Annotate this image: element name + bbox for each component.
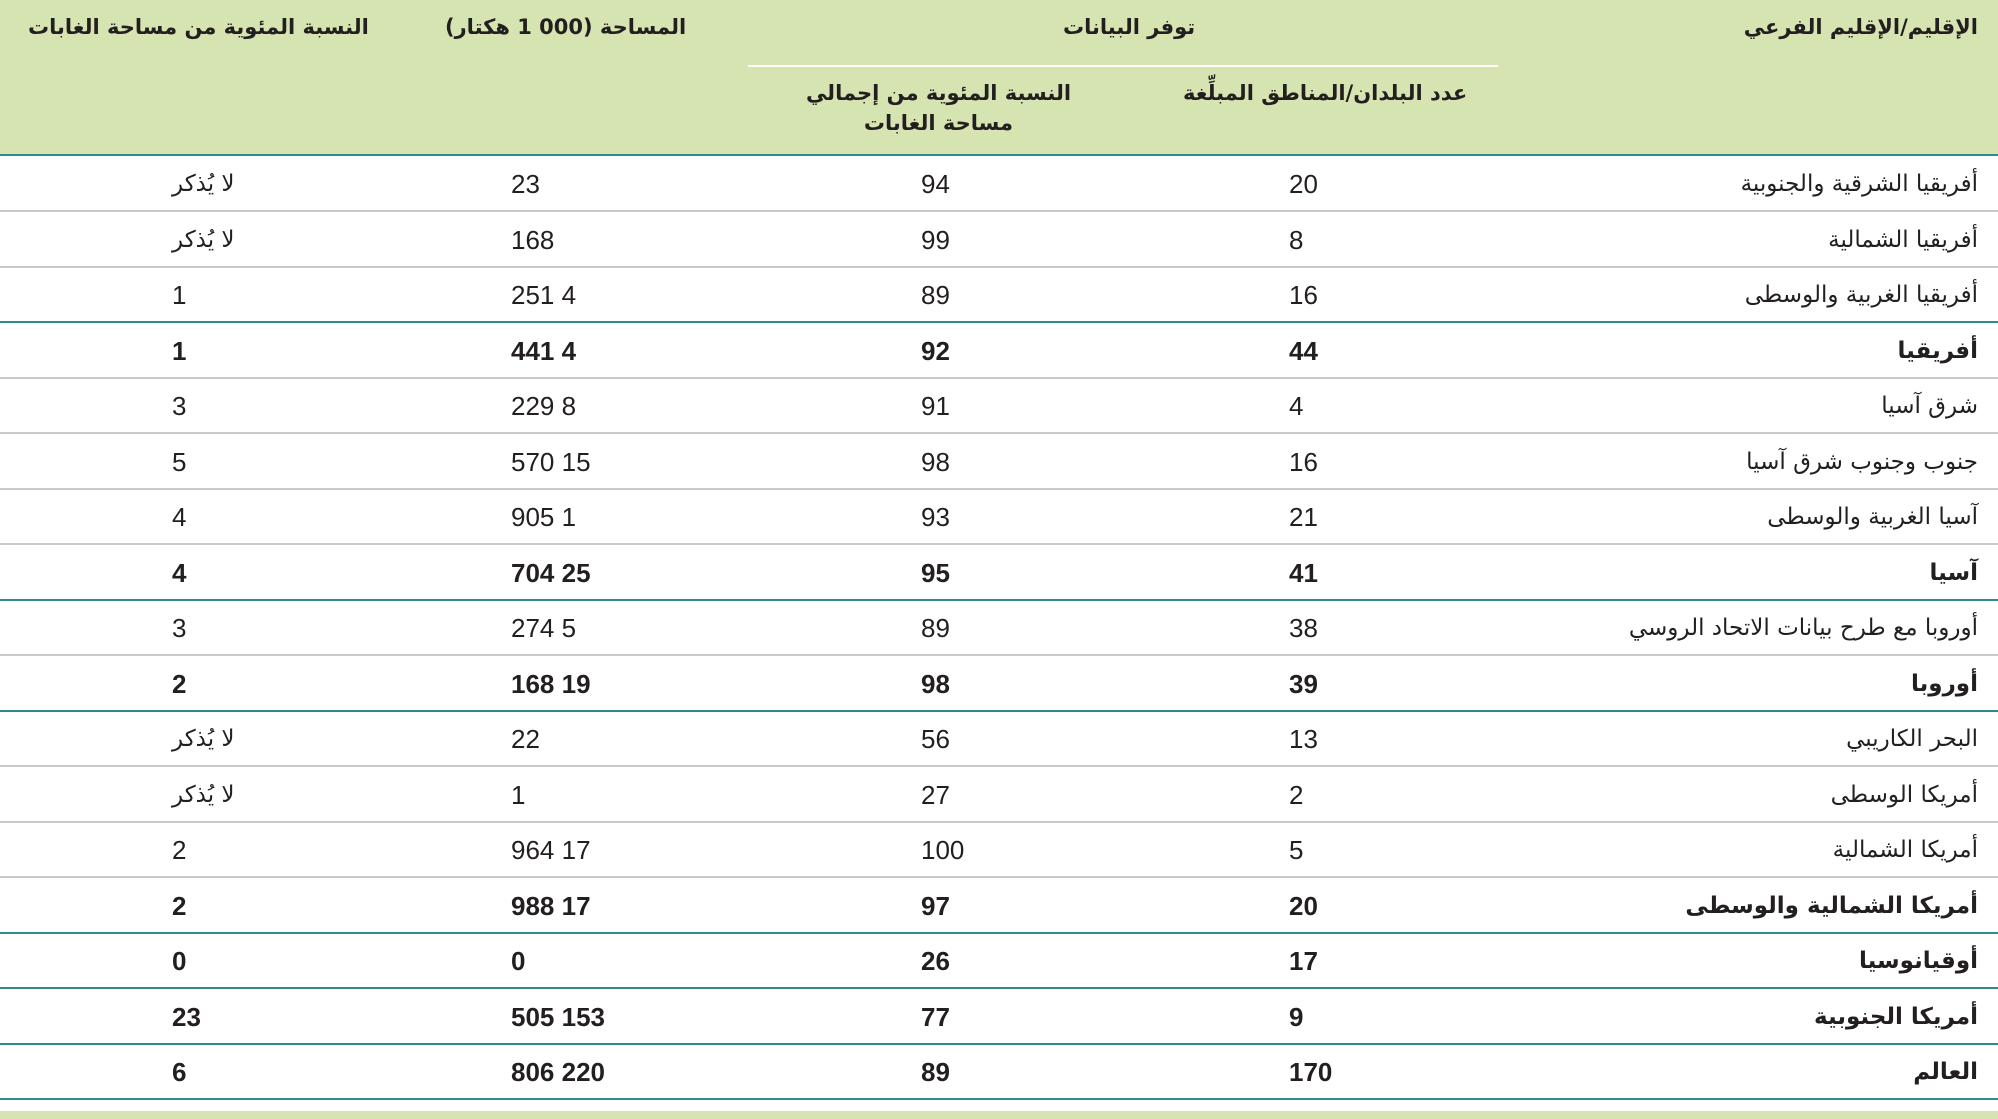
area-cell: 220 806 <box>511 1057 606 1087</box>
table-row <box>0 435 1998 490</box>
pct-of-forest-area-cell: لا يُذكر <box>172 782 235 808</box>
pct-total-forest-cell: 98 <box>921 669 950 699</box>
pct-of-forest-area-cell: 4 <box>172 558 187 588</box>
region-cell: العالم <box>1913 1059 1978 1085</box>
pct-total-forest-cell: 92 <box>921 336 950 366</box>
area-cell: 1 905 <box>511 502 577 532</box>
header-countries: عدد البلدان/المناطق المبلِّغة <box>1183 81 1468 105</box>
pct-of-forest-area-cell: 1 <box>172 280 187 310</box>
pct-of-forest-area-cell: 2 <box>172 891 187 921</box>
region-cell: أفريقيا الغربية والوسطى <box>1744 282 1978 308</box>
header-data-availability: توفر البيانات <box>1063 15 1196 39</box>
area-cell: 0 <box>511 946 526 976</box>
region-cell: أفريقيا <box>1897 338 1978 364</box>
table-row <box>0 157 1998 212</box>
pct-total-forest-cell: 98 <box>921 447 950 477</box>
region-cell: آسيا الغربية والوسطى <box>1767 504 1978 530</box>
area-cell: 1 <box>511 780 526 810</box>
header-area: المساحة (000 1 هكتار) <box>445 15 687 39</box>
region-cell: أوقيانوسيا <box>1859 948 1978 974</box>
table-row <box>0 934 1998 989</box>
countries-cell: 20 <box>1289 169 1318 199</box>
area-cell: 8 229 <box>511 391 577 421</box>
pct-total-forest-cell: 91 <box>921 391 950 421</box>
region-cell: جنوب وجنوب شرق آسيا <box>1746 449 1978 475</box>
pct-total-forest-cell: 94 <box>921 169 950 199</box>
pct-total-forest-cell: 26 <box>921 946 950 976</box>
pct-total-forest-cell: 95 <box>921 558 950 588</box>
header-region: الإقليم/الإقليم الفرعي <box>1743 15 1978 39</box>
pct-of-forest-area-cell: 4 <box>172 502 187 532</box>
area-cell: 25 704 <box>511 558 591 588</box>
pct-of-forest-area-cell: 2 <box>172 835 187 865</box>
area-cell: 19 168 <box>511 669 591 699</box>
region-cell: شرق آسيا <box>1881 393 1978 419</box>
pct-of-forest-area-cell: 6 <box>172 1057 187 1087</box>
pct-of-forest-area-cell: 0 <box>172 946 187 976</box>
table-row <box>0 879 1998 934</box>
pct-total-forest-cell: 89 <box>921 613 950 643</box>
area-cell: 5 274 <box>511 613 577 643</box>
pct-total-forest-cell: 89 <box>921 280 950 310</box>
pct-of-forest-area-cell: لا يُذكر <box>172 726 235 752</box>
pct-total-forest-cell: 77 <box>921 1002 950 1032</box>
pct-of-forest-area-cell: لا يُذكر <box>172 227 235 253</box>
pct-total-forest-cell: 97 <box>921 891 950 921</box>
region-cell: أمريكا الشمالية <box>1832 837 1978 863</box>
pct-of-forest-area-cell: 1 <box>172 336 187 366</box>
table-row <box>0 213 1998 268</box>
area-cell: 4 441 <box>511 336 577 366</box>
table-header <box>0 0 1998 156</box>
pct-of-forest-area-cell: 3 <box>172 391 187 421</box>
table-row <box>0 1045 1998 1100</box>
header-pct-of-forest-area: النسبة المئوية من مساحة الغابات <box>28 15 369 39</box>
pct-total-forest-cell: 100 <box>921 835 965 865</box>
table-row <box>0 657 1998 712</box>
table-row <box>0 490 1998 545</box>
area-cell: 17 988 <box>511 891 591 921</box>
pct-total-forest-cell: 56 <box>921 724 950 754</box>
table-row <box>0 768 1998 823</box>
countries-cell: 4 <box>1289 391 1304 421</box>
pct-total-forest-cell: 89 <box>921 1057 950 1087</box>
pct-of-forest-area-cell: 3 <box>172 613 187 643</box>
region-cell: أفريقيا الشمالية <box>1828 227 1978 253</box>
area-cell: 168 <box>511 225 555 255</box>
pct-total-forest-cell: 99 <box>921 225 950 255</box>
countries-cell: 9 <box>1289 1002 1304 1032</box>
area-cell: 17 964 <box>511 835 591 865</box>
countries-cell: 39 <box>1289 669 1318 699</box>
area-cell: 4 251 <box>511 280 577 310</box>
countries-cell: 17 <box>1289 946 1318 976</box>
table-row <box>0 268 1998 323</box>
area-cell: 23 <box>511 169 540 199</box>
table-row <box>0 379 1998 434</box>
pct-of-forest-area-cell: 5 <box>172 447 187 477</box>
area-cell: 15 570 <box>511 447 591 477</box>
table-row <box>0 712 1998 767</box>
region-cell: آسيا <box>1929 560 1978 586</box>
countries-cell: 5 <box>1289 835 1304 865</box>
countries-cell: 8 <box>1289 225 1304 255</box>
area-cell: 22 <box>511 724 540 754</box>
countries-cell: 16 <box>1289 280 1318 310</box>
region-cell: البحر الكاريبي <box>1846 726 1978 752</box>
area-cell: 153 505 <box>511 1002 606 1032</box>
region-cell: أمريكا الشمالية والوسطى <box>1685 893 1978 919</box>
countries-cell: 44 <box>1289 336 1318 366</box>
countries-cell: 170 <box>1289 1057 1333 1087</box>
header-group-rule <box>748 65 1498 67</box>
table-row <box>0 601 1998 656</box>
pct-of-forest-area-cell: 2 <box>172 669 187 699</box>
pct-total-forest-cell: 93 <box>921 502 950 532</box>
region-cell: أمريكا الجنوبية <box>1814 1004 1978 1030</box>
region-cell: أوروبا <box>1911 671 1978 697</box>
region-cell: أفريقيا الشرقية والجنوبية <box>1740 171 1978 197</box>
countries-cell: 20 <box>1289 891 1318 921</box>
region-cell: أوروبا مع طرح بيانات الاتحاد الروسي <box>1628 615 1978 641</box>
countries-cell: 41 <box>1289 558 1318 588</box>
table-row <box>0 990 1998 1045</box>
header-pct-total-forest: النسبة المئوية من إجمالي مساحة الغابات <box>805 81 1072 135</box>
table-row <box>0 324 1998 379</box>
countries-cell: 38 <box>1289 613 1318 643</box>
region-cell: أمريكا الوسطى <box>1830 782 1978 808</box>
pct-total-forest-cell: 27 <box>921 780 950 810</box>
countries-cell: 13 <box>1289 724 1318 754</box>
countries-cell: 16 <box>1289 447 1318 477</box>
pct-of-forest-area-cell: 23 <box>172 1002 201 1032</box>
table-row <box>0 546 1998 601</box>
countries-cell: 2 <box>1289 780 1304 810</box>
table-row <box>0 823 1998 878</box>
countries-cell: 21 <box>1289 502 1318 532</box>
pct-of-forest-area-cell: لا يُذكر <box>172 171 235 197</box>
table-footer-band <box>0 1111 1998 1119</box>
